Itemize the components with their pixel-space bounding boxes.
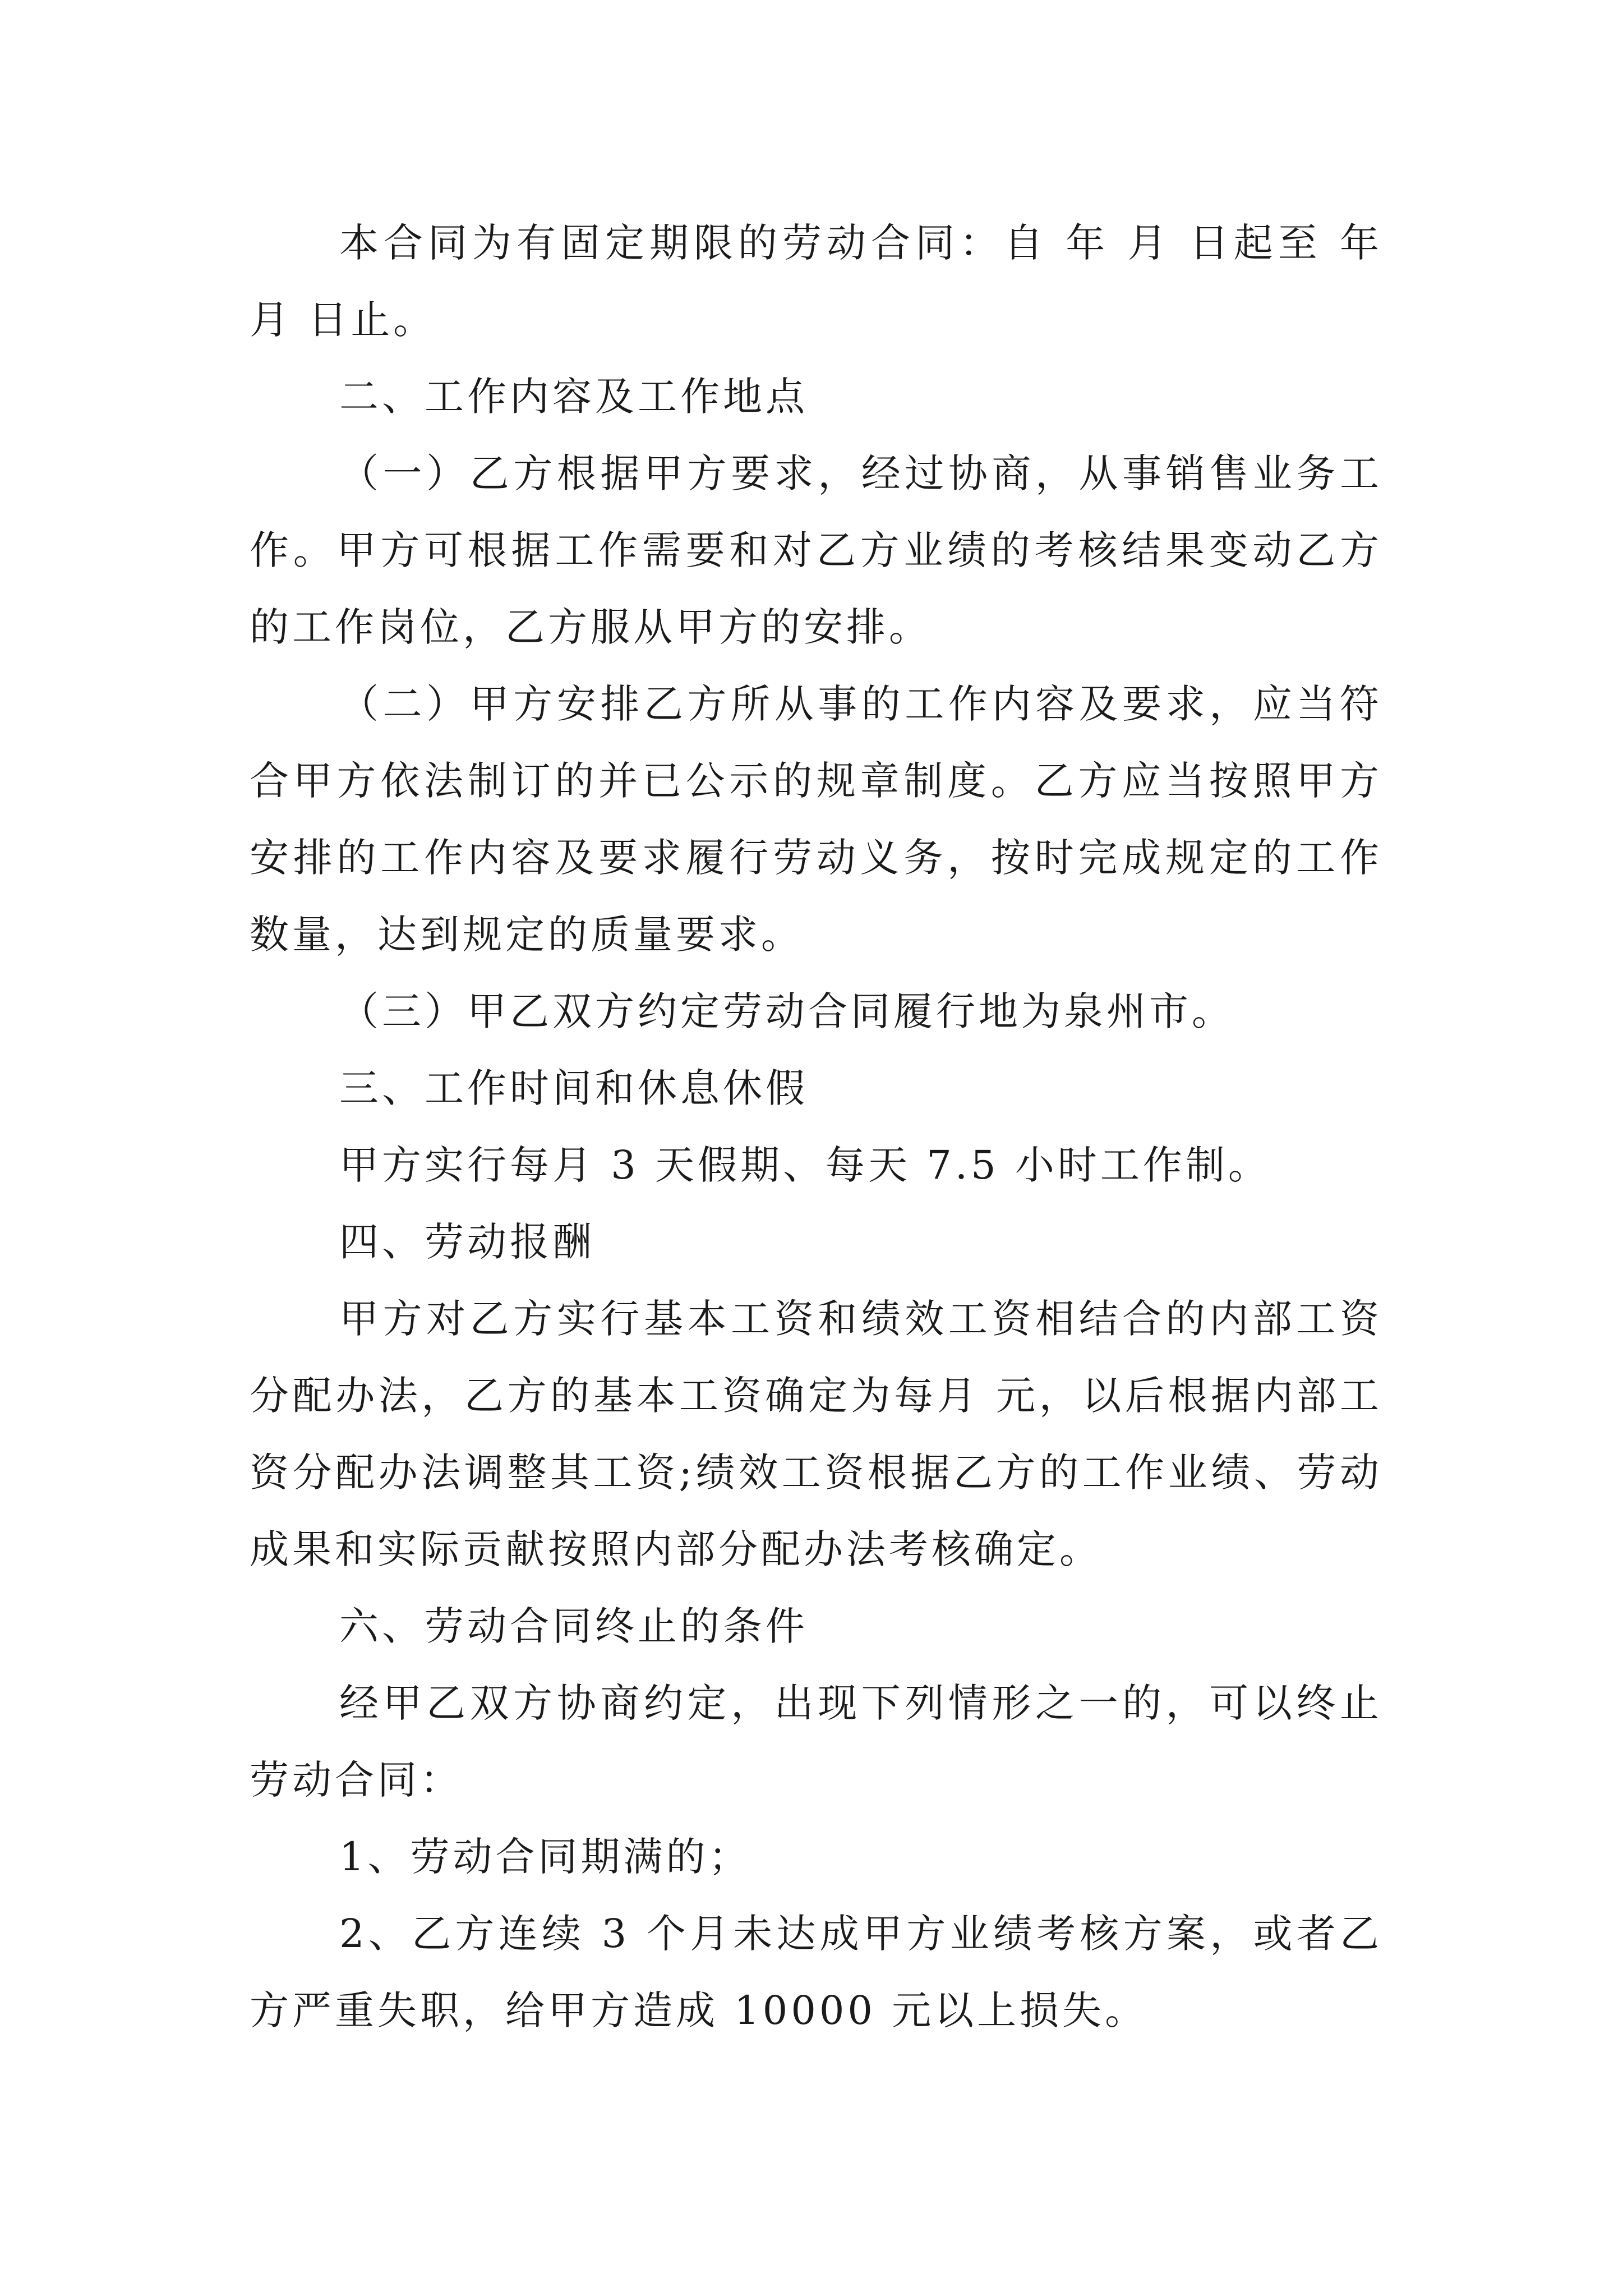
- heading-work-hours: 三、工作时间和休息休假: [339, 1065, 808, 1111]
- list-item-termination-1: 1、劳动合同期满的；: [339, 1834, 751, 1880]
- heading-work-content: 二、工作内容及工作地点: [339, 374, 808, 420]
- paragraph-contract-term: 本合同为有固定期限的劳动合同：自 年 月 日起至 年月 日止。: [250, 220, 1382, 343]
- paragraph-work-schedule: 甲方实行每月 3 天假期、每天 7.5 小时工作制。: [339, 1142, 1271, 1188]
- list-item-termination-2: 2、乙方连续 3 个月未达成甲方业绩考核方案，或者乙方严重失职，给甲方造成 10000 元以上损失。: [250, 1911, 1382, 2033]
- paragraph-termination-intro: 经甲乙双方协商约定，出现下列情形之一的，可以终止劳动合同：: [250, 1680, 1382, 1803]
- paragraph-work-requirements: （二）甲方安排乙方所从事的工作内容及要求，应当符合甲方依法制订的并已公示的规章制度。乙方应当按照甲方安排的工作内容及要求履行劳动义务，按时完成规定的工作数量，达到规定的质量要求。: [250, 681, 1382, 958]
- paragraph-salary: 甲方对乙方实行基本工资和绩效工资相结合的内部工资分配办法，乙方的基本工资确定为每月 元，以后根据内部工资分配办法调整其工资;绩效工资根据乙方的工作业绩、劳动成果和实际贡献按照内部分配办法考核确定。: [250, 1296, 1382, 1572]
- heading-termination: 六、劳动合同终止的条件: [339, 1603, 808, 1649]
- paragraph-work-assignment: （一）乙方根据甲方要求，经过协商，从事销售业务工作。甲方可根据工作需要和对乙方业绩的考核结果变动乙方的工作岗位，乙方服从甲方的安排。: [250, 450, 1382, 650]
- heading-remuneration: 四、劳动报酬: [339, 1219, 595, 1265]
- contract-body: [250, 205, 1382, 2049]
- paragraph-work-location: （三）甲乙双方约定劳动合同履行地为泉州市。: [339, 988, 1234, 1034]
